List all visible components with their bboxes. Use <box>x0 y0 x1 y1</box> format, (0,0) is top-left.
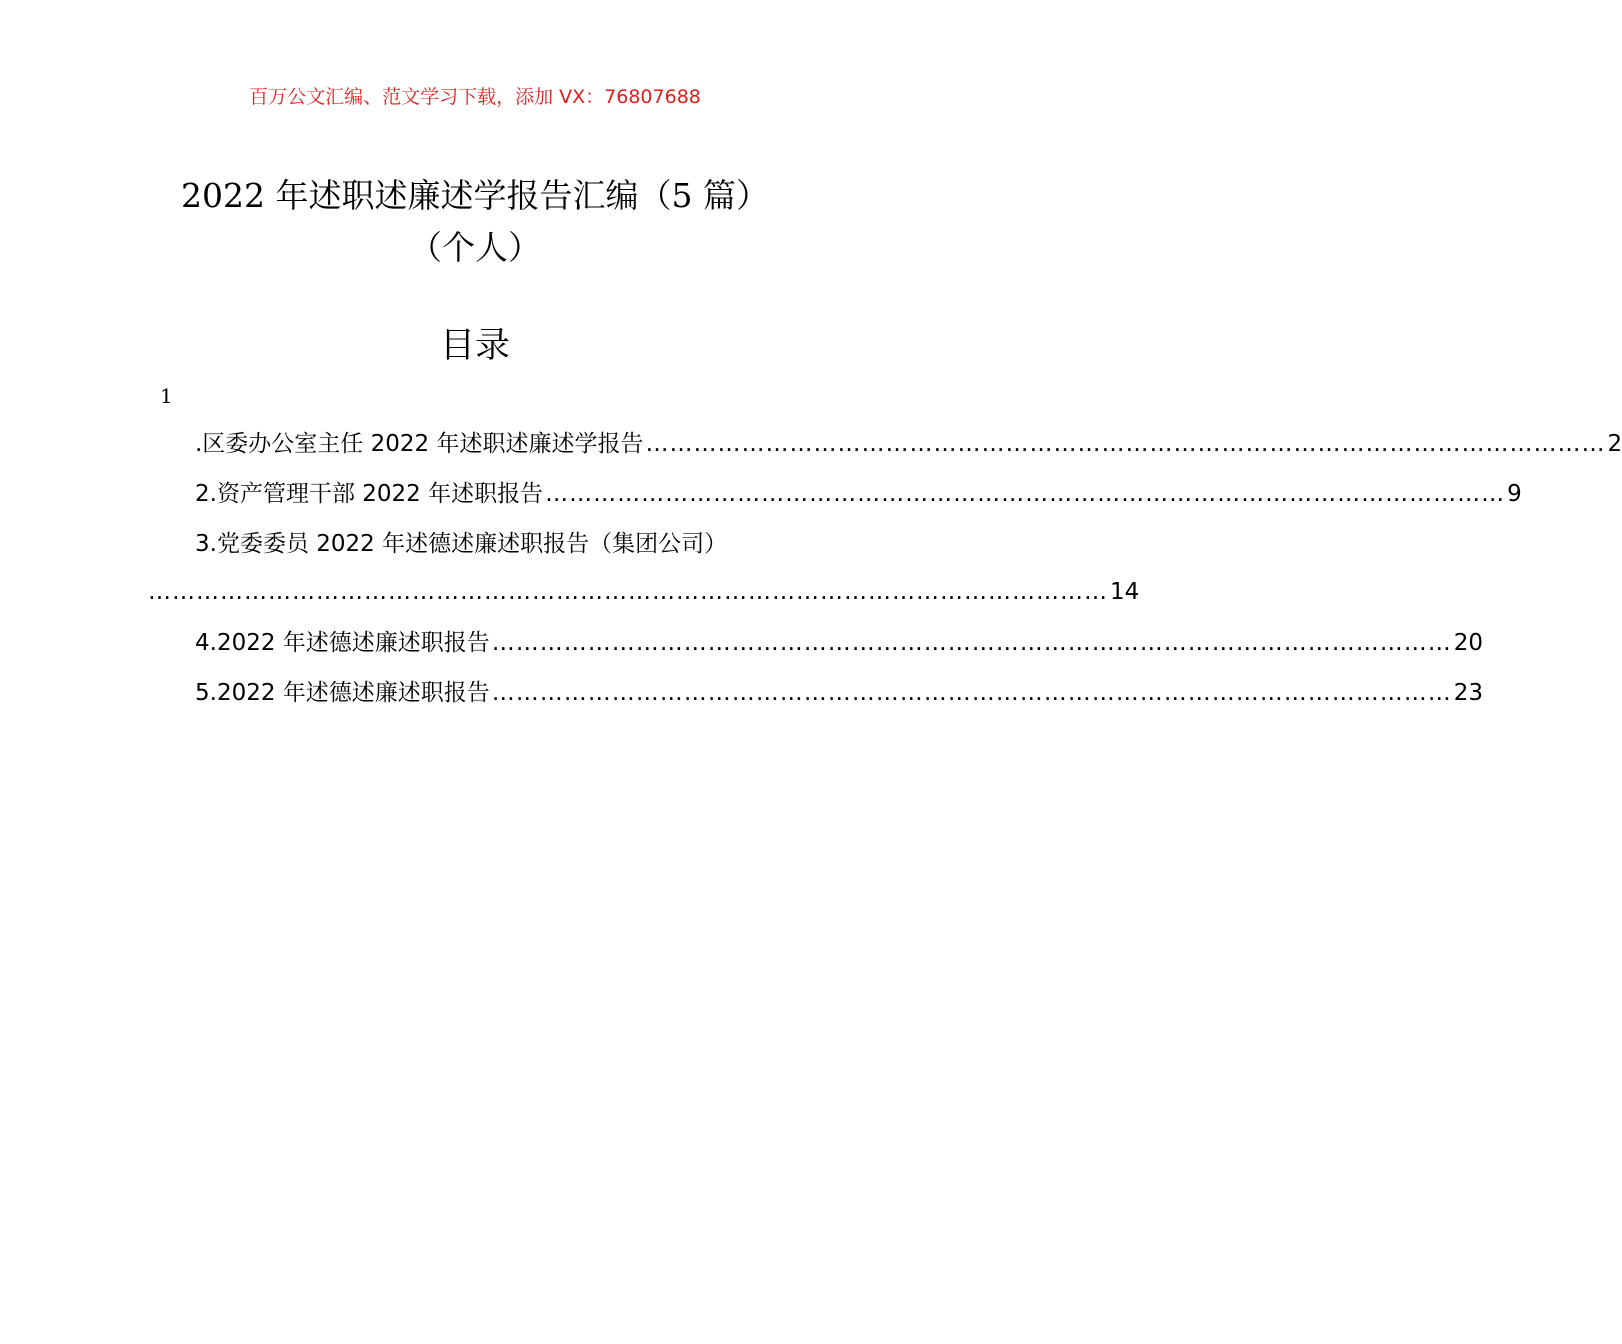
toc-dot-leader: ………………………………………………………………………………………………………… <box>645 431 1606 457</box>
toc-entry-5[interactable] <box>195 677 1484 709</box>
toc-dot-leader: ………………………………………………………………………………………………………… <box>491 680 1452 706</box>
toc-entry-page: 14 <box>1110 579 1140 605</box>
toc-entry-title: 2.资产管理干部 2022 年述职报告 <box>195 481 544 507</box>
toc-entry-1[interactable] <box>195 428 1622 460</box>
toc-entry-title: 5.2022 年述德述廉述职报告 <box>195 680 490 706</box>
toc-entry-title: 3.党委委员 2022 年述德述廉述职报告（集团公司） <box>195 531 728 557</box>
toc-entry-page: 2 <box>1607 431 1622 457</box>
toc-heading: 目录 <box>439 326 510 366</box>
toc-entry-page: 9 <box>1507 481 1522 507</box>
toc-entry-page: 20 <box>1453 630 1484 656</box>
toc-entry-page: 23 <box>1453 680 1484 706</box>
toc-entry-3-continuation[interactable] <box>146 576 1140 608</box>
toc-entry-2[interactable] <box>195 478 1522 510</box>
toc-entry-3[interactable] <box>195 528 805 560</box>
watermark-header-note: 百万公文汇编、范文学习下载，添加 VX：76807688 <box>249 86 701 108</box>
toc-entry-title: 4.2022 年述德述廉述职报告 <box>195 630 490 656</box>
title-line-2: （个人） <box>409 228 541 267</box>
toc-dot-leader: ………………………………………………………………………………………………………… <box>148 579 1108 605</box>
list-number-marker: 1 <box>160 384 173 408</box>
toc-entry-title: .区委办公室主任 2022 年述职述廉述学报告 <box>195 431 644 457</box>
toc-entry-4[interactable] <box>195 627 1484 659</box>
toc-dot-leader: ………………………………………………………………………………………………………… <box>545 481 1506 507</box>
title-line-1: 2022 年述职述廉述学报告汇编（5 篇） <box>181 176 769 215</box>
toc-dot-leader: ………………………………………………………………………………………………………… <box>491 630 1452 656</box>
